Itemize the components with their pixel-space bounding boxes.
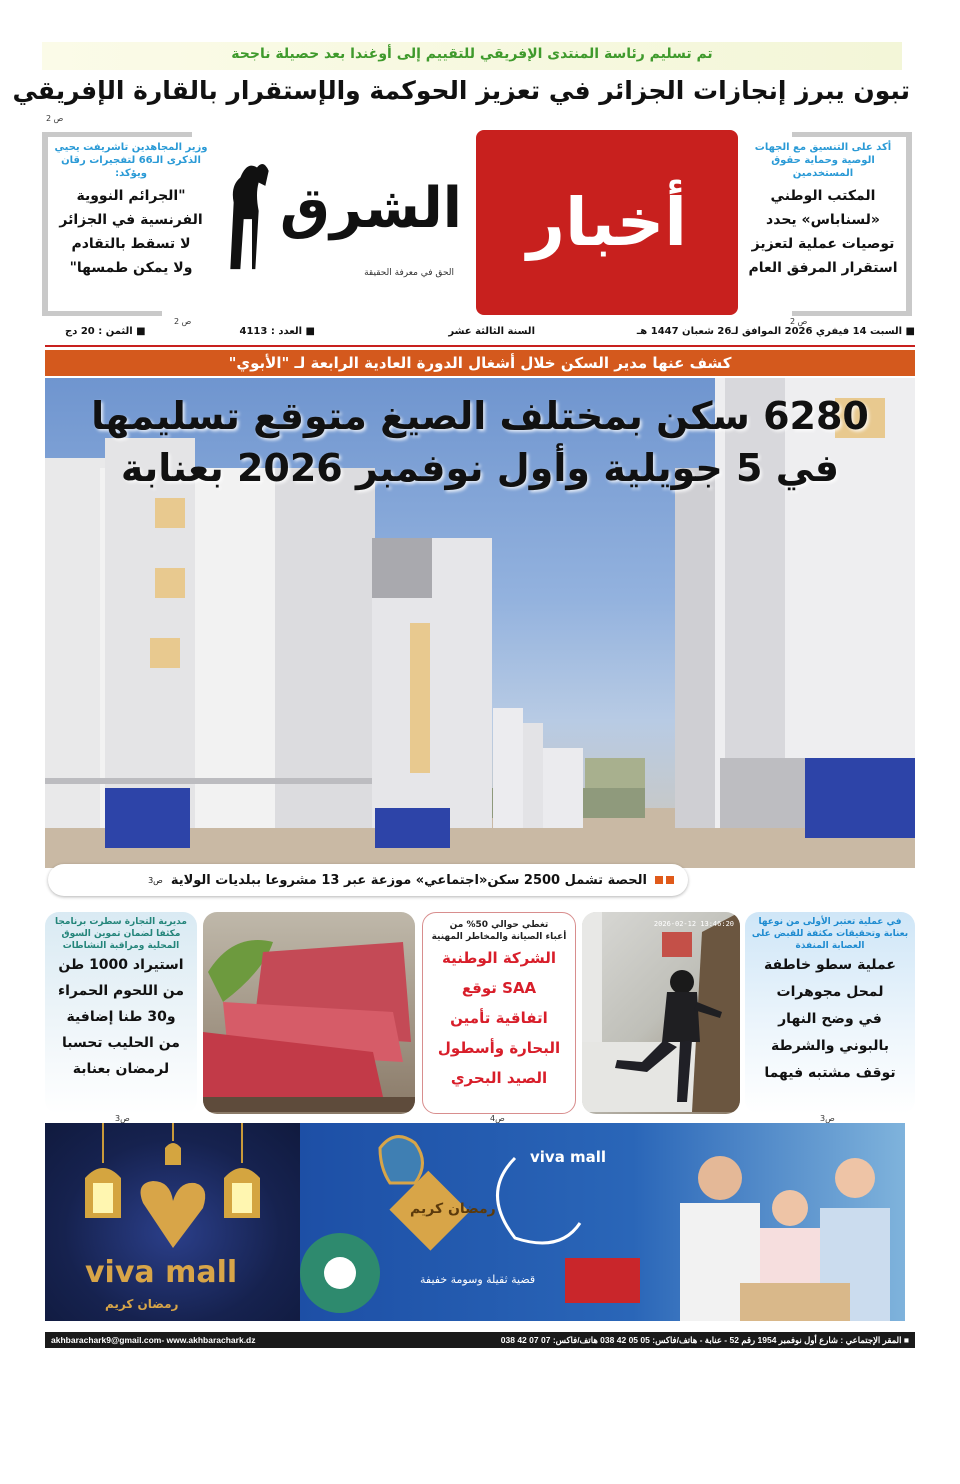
lead-story-kicker[interactable]: كشف عنها مدير السكن خلال أشغال الدورة العادية الرابعة لـ "الأبوي" [45,350,915,376]
side-right-page-ref: ص 2 [790,317,808,326]
box-frame [906,132,912,316]
robbery-page-ref: ص3 [820,1114,835,1123]
side-right-title-line: استقرار المرفق العام [748,260,898,276]
robbery-kicker: في عملية تعتبر الأولى من نوعها بعنابة وتحقيقات مكثفة للقبض على العصابة المنفذة [751,917,909,951]
side-right-title-line: توصيات عملية لتعزيز [751,236,895,252]
footer-address: ■ المقر الإجتماعي : شارع أول نوفمبر 1954 رقم 52 - عنابة - هاتف/فاكس: 05 05 42 038 هاتف/فاكس: 07 07 42 038 [500,1335,909,1345]
side-left-title-line: ولا يمكن طمسها" [69,260,193,276]
meat-title-line: لرمضان بعنابة [72,1061,170,1077]
saa-title-line: SAA توقع [461,979,537,997]
story-meat-import[interactable] [45,912,197,1114]
ad-greeting-right: رمضان كريم [410,1201,496,1217]
story-robbery[interactable] [745,912,915,1114]
robbery-title-line: في وضح النهار [778,1011,882,1027]
ad-brand-right: viva mall [530,1148,607,1166]
box-frame [42,132,192,137]
story-saa[interactable] [422,912,576,1114]
lead-story-headline[interactable] [45,390,915,494]
saa-page-ref: ص4 [490,1114,505,1123]
cctv-timestamp: 2026-02-12 13:46:20 [653,920,734,928]
side-right-title-line: «لسناباس» يحدد [766,212,880,228]
meat-title-line: استيراد 1000 طن [58,957,184,973]
bullet-icon [666,876,674,884]
side-left-title-line: لا تسقط بالتقادم [71,236,191,252]
side-story-right[interactable] [742,132,912,316]
top-story-kicker[interactable]: تم تسليم رئاسة المنتدى الإفريقي للتقييم إلى أوغندا بعد حصيلة ناجحة [231,46,713,62]
robbery-title-line: عملية سطو خاطفة [764,957,896,973]
box-frame [792,311,912,316]
meat-page-ref: ص3 [115,1114,130,1123]
meat-title-line: من اللحوم الحمراء [57,983,185,999]
meat-title-line: و30 طنا إضافية [66,1009,176,1025]
saa-title-line: البحارة وأسطول [437,1039,561,1057]
divider-line [45,345,915,347]
saa-title-line: اتفاقية تأمين [450,1009,548,1027]
issue-date: ■ السبت 14 فيفري 2026 الموافق لـ26 شعبان 1447 هـ [636,326,915,337]
issue-price: ■ الثمن : 20 دج [65,326,146,337]
side-left-title-line: الفرنسية في الجزائر [59,212,203,228]
masthead-name-part1: أخبار [527,184,687,261]
lead-headline-line2: في 5 جويلية وأول نوفمبر 2026 بعنابة [120,446,840,490]
ramadan-lanterns-icon [45,1123,300,1321]
issue-number: ■ العدد : 4113 [239,326,315,337]
side-left-title-line: "الجرائم النووية [76,188,186,204]
side-left-page-ref: ص 2 [174,317,192,326]
ad-right-panel [300,1123,905,1321]
meat-title-line: من الحليب تحسبا [62,1035,180,1051]
saa-title-line: الشركة الوطنية [441,949,557,967]
robbery-title-line: لمحل مجوهرات [776,984,884,1000]
box-frame [792,132,912,137]
side-right-title-line: المكتب الوطني [770,188,876,204]
box-frame [42,132,48,316]
cctv-photo[interactable] [582,912,740,1114]
red-meat-image [203,912,415,1112]
bullet-icon [655,876,663,884]
viva-mall-advertisement[interactable] [45,1123,905,1321]
top-story-page-ref: ص 2 [46,114,64,123]
ad-left-panel [45,1123,300,1321]
lead-story-caption[interactable] [48,864,688,896]
robbery-title-line: بالبوني والشرطة [771,1038,889,1054]
side-left-kicker: وزير المجاهدين تاشريفت يحيي الذكرى الـ66 لتفجيرات رقان ويؤكد: [54,142,208,179]
ad-greeting-left: رمضان كريم [105,1297,179,1311]
masthead-name-part2: الشرق [279,176,462,241]
issue-year: السنة الثالثة عشر [448,326,535,337]
lead-caption-page-ref: ص3 [148,875,163,885]
side-story-left[interactable] [42,132,212,316]
masthead-tagline: الحق في معرفة الحقيقة [364,268,454,278]
lead-headline-line1: 6280 سكن بمختلف الصيغ متوقع تسليمها [91,394,869,438]
saa-title-line: الصيد البحري [450,1069,548,1087]
meat-kicker: مديرية التجارة سطرت برنامجا مكثفا لضمان تموين السوق المحلية ومراقبة النشاطات [55,917,187,951]
robbery-title-line: توقف مشتبه فيهما [764,1065,896,1081]
issue-info-bar [45,326,915,344]
masthead-logo-red[interactable] [476,130,738,315]
box-frame [42,311,162,316]
saa-kicker-line: أعباء الصيانة والمخاطر المهنية [431,932,567,942]
masthead-logo-black[interactable] [222,140,468,310]
camel-icon [222,140,272,290]
robbery-suspect-image [582,912,740,1112]
top-story-headline[interactable]: تبون يبرز إنجازات الجزائر في تعزيز الحوكمة والإستقرار بالقارة الإفريقي [12,76,910,105]
ad-slogan: قضية ثقيلة وسومة خفيفة [420,1273,536,1286]
footer-contact-links[interactable]: akhbarachark9@gmail.com- www.akhbarachark.dz [51,1335,256,1345]
saa-kicker-line: تغطي حوالي 50% من [449,920,549,930]
side-right-kicker: أكد على التنسيق مع الجهات الوصية وحماية حقوق المستخدمين [754,142,892,179]
footer-contact-bar [45,1332,915,1348]
meat-photo[interactable] [203,912,415,1114]
lead-caption-text: الحصة تشمل 2500 سكن«اجتماعي» موزعة عبر 13 مشروعا ببلديات الولاية [170,872,647,888]
ad-brand-left: viva mall [85,1255,238,1290]
